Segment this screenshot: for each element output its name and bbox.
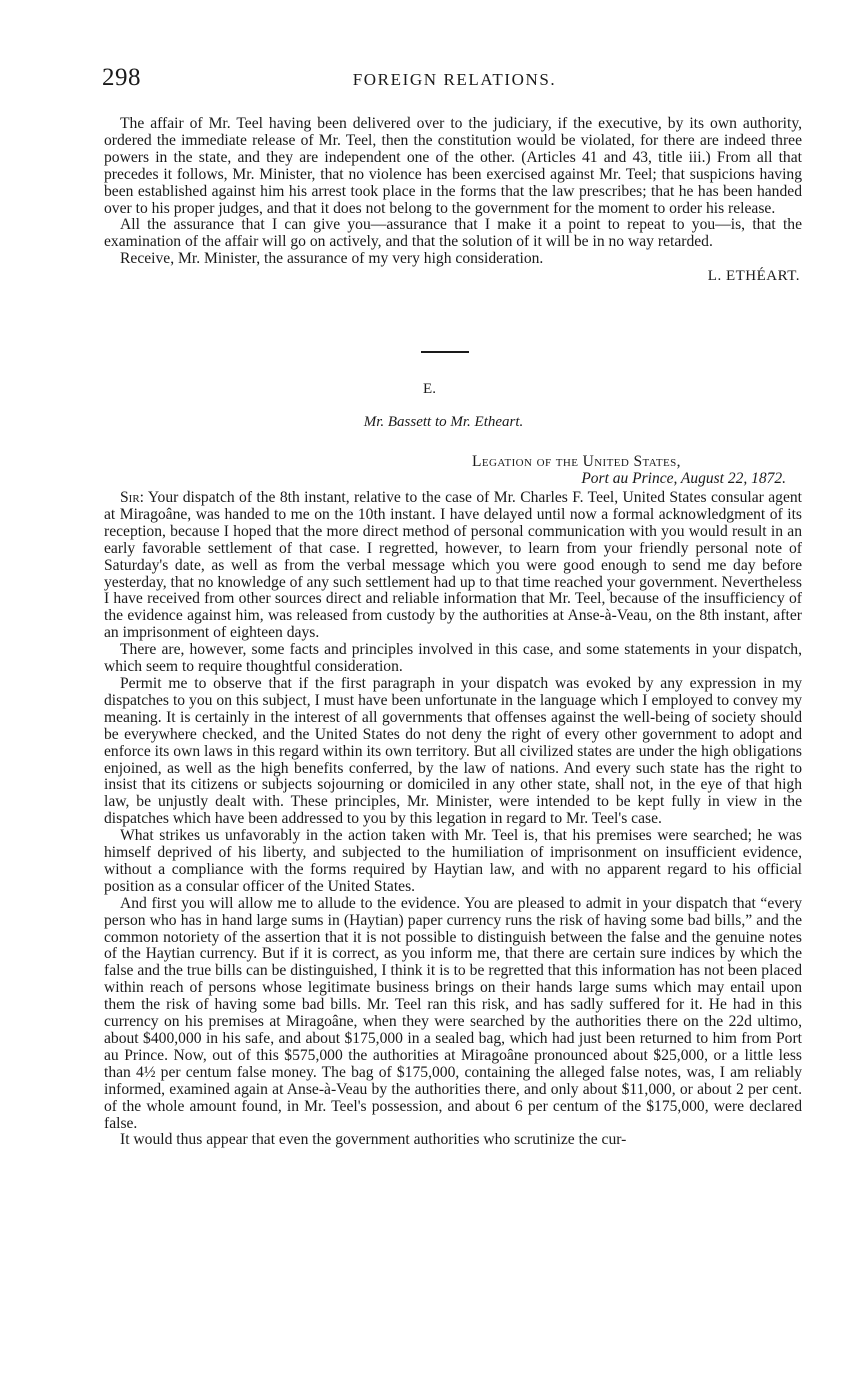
body-paragraph-text: Your dispatch of the 8th instant, relative to the case of Mr. Charles F. Teel, United States consular agent at Miragoâne, was handed to me on the 10th instant. I have delayed until now a formal acknowledgment of its reception, because I hoped that the more direct method of personal communication with you would result in an early favorable settlement of that case. I regretted, however, to learn from your friendly personal note of Saturday's date, as well as from the verbal message which you were good enough to send me day before yesterday, that no knowledge of any such settlement had up to that time reached your government. Nevertheless I have received from other sources direct and reliable information that Mr. Teel, because of the insufficiency of the evidence against him, was released from custody by the authorities at Anse-à-Veau, on the 8th instant, after an imprisonment of eighteen days. [104,489,802,642]
body-paragraph [104,490,802,642]
body-paragraph: And first you will allow me to allude to the evidence. You are pleased to admit in your dispatch that “every person who has in hand large sums in (Haytian) paper currency runs the risk of having some bad bills,” and the common notoriety of the assertion that it is not possible to distinguish between the false and the genuine notes of the Haytian currency. But if it is correct, as you inform me, that there are certain sure indices by which the false and the true bills can be distinguished, I think it is to be regretted that this information has not been placed within reach of persons whose legitimate business brings on their hands large sums which may entail upon them the risk of having some bad bills. Mr. Teel ran this risk, and has sadly suffered for it. He had in this currency on his premises at Miragoâne, when they were searched by the authorities there on the 22d ultimo, about $400,000 in his safe, and about $175,000 in a sealed bag, which had just been returned to him from Port au Prince. Now, out of this $575,000 the authorities at Miragoâne pronounced about $25,000, or a little less than 4½ per centum false money. The bag of $175,000, containing the alleged false notes, was, I am reliably informed, examined again at Anse-à-Veau by the authorities there, and only about $11,000, or about 2 per cent. of the whole amount found, in Mr. Teel's possession, and about 6 per centum of the $175,000, were declared false. [104,894,802,1132]
dateline-place-date: Port au Prince, August 22, 1872. [581,470,786,487]
running-head: FOREIGN RELATIONS. [352,70,557,89]
page-number: 298 [102,64,141,91]
dateline [456,453,786,487]
body-paragraph: The affair of Mr. Teel having been delivered over to the judiciary, if the executive, by its own authority, ordered the immediate release of Mr. Teel, then the constitution would be violated, for there are indeed three powers in the state, and they are independent one of the other. (Articles 41 and 43, title iii.) From all that precedes it follows, Mr. Minister, that no violence has been exercised against Mr. Teel; that suspicions having been established against him his arrest took place in the forms that the law prescribes; that he has been handed over to his proper judges, and that it does not belong to the government for the moment to order his release. [104,115,802,217]
body-paragraph: Receive, Mr. Minister, the assurance of my very high consideration. [120,250,544,268]
salutation: Sir: [120,489,145,506]
body-paragraph: All the assurance that I can give you—assurance that I make it a point to repeat to you—is, that the examination of the affair will go on actively, and that the solution of it will be in no way retarded. [104,216,802,251]
body-paragraph: There are, however, some facts and principles involved in this case, and some statements in your dispatch, which seem to require thoughtful consideration. [104,641,802,676]
body-paragraph: Permit me to observe that if the first paragraph in your dispatch was evoked by any expression in my dispatches to you on this subject, I must have been unfortunate in the language which I employed to convey my meaning. It is certainly in the interest of all governments that offenses against the well-being of society should be everywhere checked, and the United States do not deny the right of every other government to adopt and enforce its own laws in this regard within its own territory. But all civilized states are under the high obligations enjoined, as well as the high benefits conferred, by the law of nations. And every such state has the right to insist that its citizens or subjects sojourning or domiciled in any other state, shall not, in the eye of that high law, be unjustly dealt with. These principles, Mr. Minister, were intended to be kept fully in view in the dispatches which have been addressed to you by this legation in regard to Mr. Teel's case. [104,674,802,828]
letter-one-body [104,116,802,285]
body-paragraph: It would thus appear that even the government authorities who scrutinize the cur- [120,1131,627,1149]
body-paragraph: What strikes us unfavorably in the action taken with Mr. Teel is, that his premises were searched; he was himself deprived of his liberty, and subjected to the humiliation of imprisonment on insufficient evidence, without a compliance with the forms required by Haytian law, and with no apparent regard to his official position as a consular officer of the United States. [104,827,802,895]
signature: L. ETHÉART. [707,268,800,285]
dateline-organization: Legation of the United States, [472,453,681,470]
section-title: Mr. Bassett to Mr. Etheart. [363,414,524,430]
page-header [102,64,807,92]
section-letter: E. [423,381,436,397]
letter-two-body [104,490,802,1149]
section-divider [421,351,469,353]
